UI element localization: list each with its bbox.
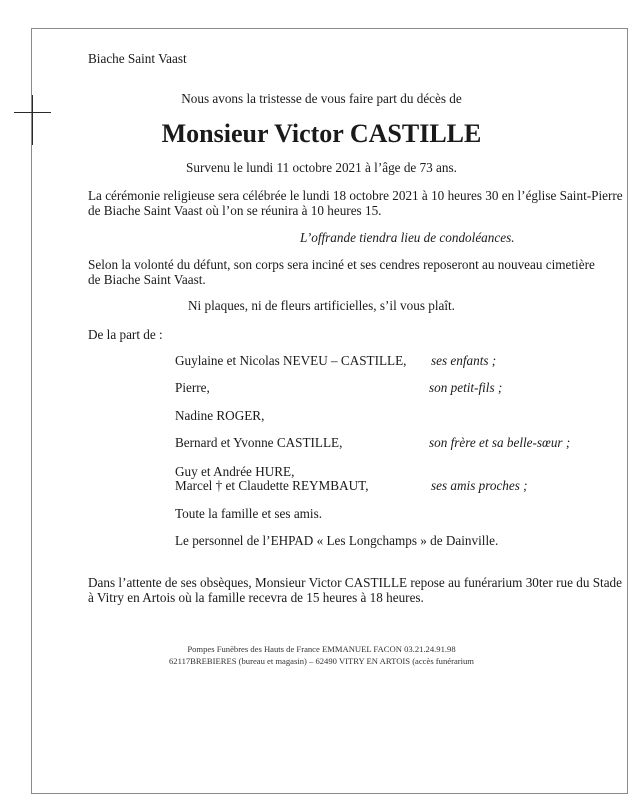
family-names-4: Guy et Andrée HURE,: [175, 464, 295, 479]
toute-famille-text: Toute la famille et ses amis.: [175, 506, 323, 521]
attente-line-2: à Vitry en Artois où la famille recevra de 15 heures à 18 heures.: [88, 590, 424, 605]
ceremony-line-2: de Biache Saint Vaast où l’on se réunira à 10 heures 15.: [88, 203, 382, 218]
family-names-1: Pierre,: [175, 380, 210, 395]
personnel-text: Le personnel de l’EHPAD « Les Longchamps » de Dainville.: [175, 533, 499, 548]
cross-icon-horizontal: [14, 112, 51, 113]
family-relation-0: ses enfants ;: [431, 353, 497, 368]
de-la-part-label: De la part de :: [88, 327, 163, 342]
deceased-name: Monsieur Victor CASTILLE: [161, 119, 482, 148]
family-relation-1: son petit-fils ;: [429, 380, 503, 395]
volonte-line-1: Selon la volonté du défunt, son corps sera inciné et ses cendres reposeront au nouveau cimetière: [88, 257, 595, 272]
family-names-2: Nadine ROGER,: [175, 408, 265, 423]
family-names-5: Marcel † et Claudette REYMBAUT,: [175, 478, 369, 493]
family-relation-3: son frère et sa belle-sœur ;: [429, 435, 571, 450]
location: Biache Saint Vaast: [88, 51, 187, 66]
no-flowers-text: Ni plaques, ni de fleurs artificielles, s’il vous plaît.: [188, 298, 455, 313]
family-names-0: Guylaine et Nicolas NEVEU – CASTILLE,: [175, 353, 407, 368]
footer-line-1: Pompes Funèbres des Hauts de France EMMANUEL FACON 03.21.24.91.98: [187, 644, 456, 654]
ceremony-line-1: La cérémonie religieuse sera célébrée le lundi 18 octobre 2021 à 10 heures 30 en l’église Saint-Pierre: [88, 188, 623, 203]
offrande-text: L’offrande tiendra lieu de condoléances.: [300, 230, 515, 245]
attente-line-1: Dans l’attente de ses obsèques, Monsieur Victor CASTILLE repose au funérarium 30ter rue du Stade: [88, 575, 623, 590]
volonte-line-2: de Biache Saint Vaast.: [88, 272, 206, 287]
family-relation-5: ses amis proches ;: [431, 478, 528, 493]
footer-line-2: 62117BREBIERES (bureau et magasin) – 62490 VITRY EN ARTOIS (accès funérarium: [169, 656, 474, 666]
family-names-3: Bernard et Yvonne CASTILLE,: [175, 435, 343, 450]
survenu-text: Survenu le lundi 11 octobre 2021 à l’âge de 73 ans.: [186, 160, 457, 175]
intro-text: Nous avons la tristesse de vous faire part du décès de: [181, 91, 462, 106]
